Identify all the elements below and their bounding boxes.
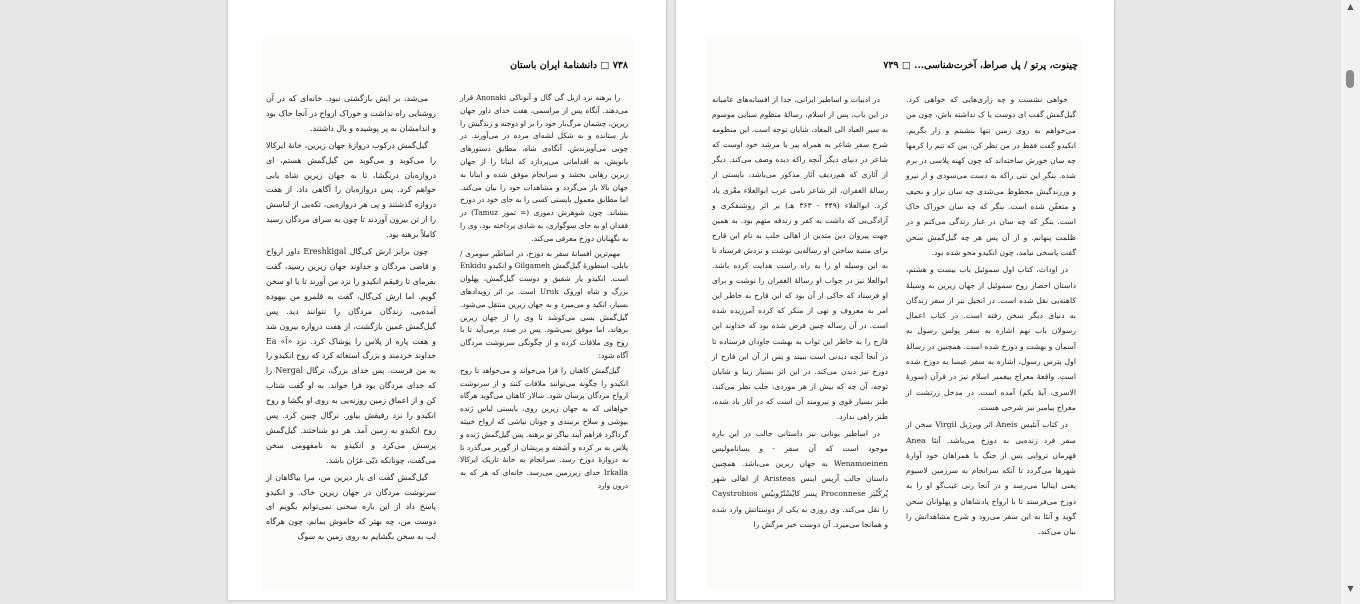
paragraph: را برهنه نزد ازیل گی گال و آنوناکی Anonaki قرار می‌دهند. آنگاه پس از مراسمی، هفت خدای داور جهان زیرین، چشمان مرگ‌بار خود را بر او دوخته و زندگیش را باز ستانده و به شکل لشه‌ای مرده در می‌آورند. در چوبی می‌آویزندش. آنگاه‌ی شاه، مطابق دستورهای بانویش، به اقداماتی می‌پردازد که اینانا را از جهان زیرین رهایی بخشد و سرانجام موفق شده و اینانا به جهان بالا باز می‌گردد و مشاهدات خود را بیان می‌کند. اما مطابق معمول بایستی کسی را به جای خود در دوزخ بنشاند. چون شوهرش دموزی (= تموز Tamuz) در فقدان او به جای سوگواری، به شادی پرداخته بود، وی را به نگهبانان دوزخ معرفی می‌کند. <box>460 93 628 243</box>
paragraph: می‌شد، بر ایش بازگشتی نبود. خانه‌ای که در آن روشنایی راه نداشت و خوراک ارواح در آنجا خاک بود و اندامشان به پر پوشیده و بال داشتند. <box>266 94 436 133</box>
page-header <box>262 60 634 78</box>
scroll-down-arrow-icon[interactable]: ▼ <box>1347 584 1354 593</box>
paragraph: مهم‌ترین افسانهٔ سفر به دوزخ، در اساطیر سومری / بابلی، اسطورهٔ گیل‌گمش Gilgameh و انکیدو Enkidu است. انکیدو یار شفیق و دوست گیل‌گمش، پهلوان بزرگ و شاه اوروک Uruk است. بر اثر رویدادهای بسیار، انکید و می‌میرد و به جهان زیرین منتقل می‌شود. گیل‌گمش بسی می‌کوشد تا وی را از جهان زیرین برهاند، اما موفق نمی‌شود. پس در صدد برمی‌آید تا با روح وی ملاقات کرده و از چگونگی سرنوشت مردگان آگاه شود: <box>460 248 629 360</box>
text-column-left <box>266 92 436 547</box>
page-738 <box>228 0 666 600</box>
paragraph: در اوداث، کتاب اول سموئیل باب بیست و هشتم، داستان احضار روح سموئیل از جهان زیرین به وسیلهٔ کاهنه‌یی نقل شده است. در انجیل نیز از سفر زندگان به دنیای دیگر سخن رفته است. در کتاب اعمال رسولان باب نهم اشاره به سفر پولس رسول به آسمان و بهشت و دوزخ شده است. همچنین در رسالهٔ اول پترس رسول، اشاره به سفر عیسا به دوزخ شده است. واقعهٔ معراج پیغمبر اسلام نیز در قرآن (سورهٔ الاسری، آیهٔ یکم) آمده است. در مدخل زرتشت از معراج پیامبر نیز شرحی هست. <box>906 265 1076 412</box>
paragraph: گیل‌گمش گفت ای یار دیرین من، مرا بیاگاهان از سرنوشت مردگان در جهان زیرین خاک. و انکیدو پاسخ داد از این باره سخنی نمی‌توانم بگویم ای دوست من، چه بهتر که خاموش بمانم. چون هرگاه لب به سخن بگشایم به روی زمین به سوگ <box>266 472 436 542</box>
text-column-left <box>712 92 888 534</box>
page-739 <box>676 0 1114 600</box>
paragraph: در ادبیات و اساطیر ایرانی، جدا از افسانه‌های عامیانه در این باب، پس از اسلام، رسالهٔ منظوم سنایی موسوم به سیر العباد الی المعاد، شایان توجه است. این منظومه شرح سفر شاعر به همراه پیر یا مرشد خود اوست که شاعر در دنیای دیگر آنچه راکه دیده وصف می‌کند. دیگر از آثاری که هم‌ردیف آثار مذکور می‌باشد، بایستی از رسالهٔ الغفران، اثر شاعر نامی عرب ابوالعلاء معّری یاد کرد. ابوالعلاء (۴۴۹ - ۳۶۳ هـ) بر اثر روشنفکری و آزادگی‌یی که داشت به کفر و زندقه متهم بود. به همین جهت پیروان دین متدین از اهالی حلب به نام ابن قارح برای متنبه ساختن او رساله‌یی نوشت و نزدش فرستاد تا به این وسیله او را به راه راست هدایت کرده باشد. ابوالعلا نیز در جواب او رسالهٔ الغفران را نوشت و برای او فرستاد که حاکی از آن بود که ابن قارح به خاطر این امر به معروف و نهی از منکر که کرده آمرزیده شده است. در آن رساله چنین فرض شده بود که خداوند ابن قارح را به خاطر این ثواب به بهشت جاودان فرستاده تا در آنجا آنچه دیدنی است ببیند و پس از آن ابن قارح از دوزخ نیز دیدن می‌کند. در این اثر بسیار زیبا و شایان توجه، آن چه که بیش از هر موردی، جلب نظر می‌کند، طنز بسیار قوی و نیرومند آن است که در آثار یاد شده، طنز راهی ندارد. <box>712 95 888 421</box>
paragraph: گیل‌گمش کاهنان را فرا می‌خواند و می‌خواهد تا روح انکیدو را چگونه می‌توانند ملاقات کنند و از سرنوشت ارواح مردگان پرسان شود. سالار کاهنان می‌گوید هرگاه خواهانی که به جهان زیرین روی، بایستی لباس ژنده بپوشی و سلاح برنبندی و چونان نیاشی که ارواح خبیثه گرداگرد فراهم آیند بیاگز تو برهنه. پس گیل‌گمش ژنده و پلاس به بر کرده و آشفته و پریشان از گوربر می‌گذرد تا به دروازهٔ دوزخ رسد. سرانجام به خانهٔ تاریک ایرکالا Irkalla خدای زیرزمین می‌رسد. خانه‌ای که هر که به درون وارد <box>460 365 628 490</box>
page-header-text: ۷۳۸ □ دانشنامهٔ ایران باستان <box>510 60 628 71</box>
paragraph: در اساطیر یونانی نیز داستانی جالب در این باره موجود است که آن سفر - و یسانامولیس Wenamoeinen به جهان زیرین می‌باشد. همچنین داستان جالب آرپس اینس Aristeas از اهالی شهر پُرکُنْنِز Proconnese پسر کایْسْتْرُوبیُس Caystrobios را نقل می‌کند. وی روزی به یکی از دوستانش وارد شده و همانجا می‌میرد. آن دوست خبر مرگش را <box>712 429 889 529</box>
paragraph: در کتاب آنئیس Aneis اثر ویرژیل Virgil سخن از سفر فرد زنده‌یی به دوزخ می‌باشد. آنئا Anea قهرمان تروایی پس از جنگ با همراهان خود آوارهٔ شهرها می‌گردد تا آنکه سرانجام به سرزمین لاسیوم یعنی ایتالیا می‌رسد و در آنجا زنی غیب‌گو او را به دوزخ می‌فرستد تا با ارواح پادشاهان و پهلوانان سخن گوید و آنئا به این سفر می‌رود و شرح مشاهداتش را بیان می‌کند. <box>906 420 1076 537</box>
scanned-page-area <box>262 36 634 590</box>
text-column-right <box>460 92 628 495</box>
scrollbar-thumb[interactable] <box>1346 70 1354 88</box>
text-column-right <box>906 92 1076 542</box>
paragraph: خواهی نشست و چه زاری‌هایی که خواهی کرد. گیل‌گمش گفت ای دوست یا ک نداشته باش، چون من می‌خواهم به روی زمین تنها بنشینم و زار بگریم. انکیدو گفت فقط در من نظر کن، بین که تنم را کرمها چه سان خورش ساخته‌اند که چون کهنه پلاسی در برم شده. بنگر این تنی راکه به دست می‌سودی و از نیرو و ورزندگیش محظوظ می‌شدی چه سان نزار و نحیف و متعفّن شده است. بنگر که چه سان خوراک خاک است. بنگر که چه سان در غبار زندگی می‌کنم و در ظلمت پنهانم. و از آن پس هر چه گیل‌گمش سخن گفت پاسخی نیامد، چون انکیدو محو شده بود. <box>906 95 1076 257</box>
page-header-text: چینوت، پرتو / پل صراط، آخرت‌شناسی... □ ۷۳۹ <box>883 60 1078 71</box>
scroll-up-arrow-icon[interactable]: ▲ <box>1347 2 1354 11</box>
paragraph: گیل‌گمش درکوب دروازهٔ جهان زیرین، خانهٔ ایرکالا را می‌کوبد و می‌گوید من گیل‌گمش هستم، ای دروازه‌بان دربگشا، تا به جهان زیرین شاه یابی خواهم کرد. پس دروازه‌بان را آگاهی داد. از هفت دروازه گذشتند و پی هر دروازه‌یی، تکه‌یی از لباسش را از تن بیرون آوردند تا چون به سرای مردگان رسید کاملاً برهنه بود. <box>266 140 436 240</box>
paragraph: چون برابر ارش کی‌گال Ereshkigal داور ارواح و قاضی مردگان و خداوند جهان زیرین رسید، گفت بفرمای تا رفیقم انکیدو را نزد من آورند تا با او سخن گویم. اما ارش کی‌گال، گفت به قلمرو من بیهوده آمده‌یی، زندگان مردگان را نتوانند دید. پس گیل‌گمش غمین بازگشت، از هفت دروازه بیرون شد و هفت پاره از پلاس را پوشاک کرد. نزد «آ» Ea خداوند خردمند و بزرگ استغاثه کرد که روح انکیدو را به من فرست. پس خدای بزرگ، نرگال Nergal را که خدای مردگان بود فرا خواند. به او گفت شتاب کن و از اعماق زمین روزنه‌یی به روی او بگشا و روح انکیدو را نزد رفیقش بیاور. نرگال چنین کرد. پس روح انکیدو به زمین آمد. هر دو شناختند. گیل‌گمش پرسش می‌کرد و انکیدو به نامفهومی سخن می‌گفت، چونانکه ذیّی غژان باشد. <box>266 247 436 465</box>
scanned-page-area <box>706 36 1082 590</box>
page-header <box>706 60 1082 78</box>
vertical-scrollbar[interactable] <box>1341 0 1360 604</box>
